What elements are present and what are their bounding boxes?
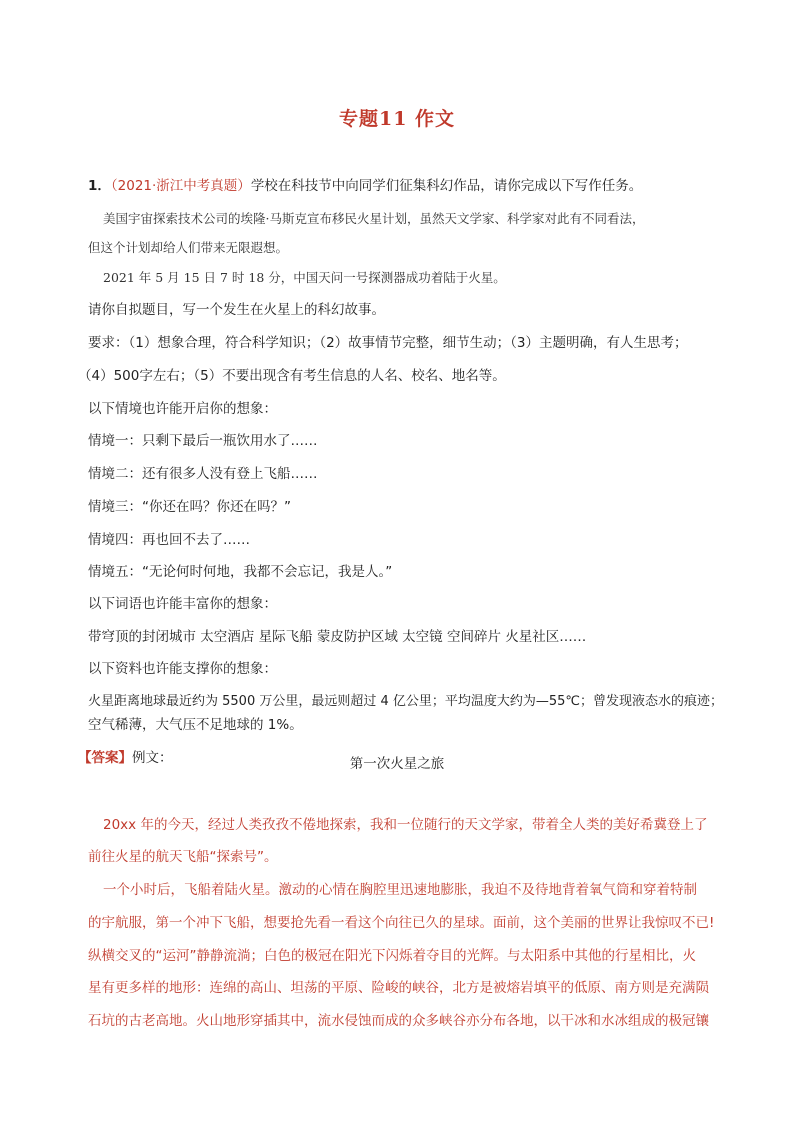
question-source: （2021·浙江中考真题） [110, 178, 251, 194]
material-1-line-1: 美国宇宙探索技术公司的埃隆·马斯克宣布移民火星计划，虽然天文学家、科学家对此有不同看法， [103, 211, 645, 226]
facts-line-2: 空气稀薄，大气压不足地球的 1%。 [88, 717, 303, 733]
essay-line: 纵横交叉的“运河”静静流淌；白色的极冠在阳光下闪烁着夺目的光辉。与太阳系中其他的行星相比，火 [88, 948, 696, 964]
scenes-intro: 以下情境也许能开启你的想象： [88, 401, 277, 417]
material-1-line-2: 但这个计划却给人们带来无限遐想。 [88, 240, 289, 255]
scene-item: 情境三：“你还在吗？你还在吗？” [88, 499, 291, 515]
scene-item: 情境一：只剩下最后一瓶饮用水了…… [88, 433, 318, 449]
scene-item: 情境二：还有很多人没有登上飞船…… [88, 466, 318, 482]
page-title: 专题11 作文 [338, 108, 456, 130]
requirements-line-1: 要求：（1）想象合理，符合科学知识；（2）故事情节完整，细节生动；（3）主题明确，有人生思考； [88, 335, 688, 351]
task-text: 请你自拟题目，写一个发生在火星上的科幻故事。 [88, 302, 385, 318]
essay-line: 一个小时后，飞船着陆火星。激动的心情在胸腔里迅速地膨胀，我迫不及待地背着氧气筒和穿着特制 [103, 882, 697, 898]
words-list: 带穹顶的封闭城市 太空酒店 星际飞船 蒙皮防护区域 太空镜 空间碎片 火星社区…… [88, 629, 587, 645]
question-stem-line [88, 176, 642, 196]
requirements-line-2: （4）500字左右；（5）不要出现含有考生信息的人名、校名、地名等。 [78, 368, 506, 384]
material-2: 2021 年 5 月 15 日 7 时 18 分，中国天问一号探测器成功着陆于火星。 [103, 270, 506, 285]
scene-item: 情境五：“无论何时何地，我都不会忘记，我是人。” [88, 564, 393, 580]
answer-label: 例文： [132, 750, 173, 766]
scene-item: 情境四：再也回不去了…… [88, 532, 250, 548]
question-number: 1． [88, 178, 111, 194]
essay-title: 第一次火星之旅 [349, 756, 445, 772]
essay-line: 的宇航服，第一个冲下飞船，想要抢先看一看这个向往已久的星球。面前，这个美丽的世界让我惊叹不已! [88, 915, 715, 931]
facts-line-1: 火星距离地球最近约为 5500 万公里，最远则超过 4 亿公里；平均温度大约为—55℃；曾发现液态水的痕迹； [88, 694, 724, 709]
essay-line: 石坑的古老高地。火山地形穿插其中，流水侵蚀而成的众多峡谷亦分布各地，以干冰和水冰组成的极冠镶 [88, 1013, 709, 1029]
essay-line: 20xx 年的今天，经过人类孜孜不倦地探索，我和一位随行的天文学家，带着全人类的美好希冀登上了 [103, 817, 708, 833]
words-intro: 以下词语也许能丰富你的想象： [88, 596, 277, 612]
essay-line: 前往火星的航天飞船“探索号”。 [88, 849, 278, 865]
essay-line: 星有更多样的地形：连绵的高山、坦荡的平原、险峻的峡谷，北方是被熔岩填平的低原、南方则是充满陨 [88, 980, 709, 996]
facts-intro: 以下资料也许能支撑你的想象： [88, 661, 277, 677]
question-stem: 学校在科技节中向同学们征集科幻作品，请你完成以下写作任务。 [250, 178, 643, 194]
answer-tag: 【答案】 [78, 750, 132, 766]
